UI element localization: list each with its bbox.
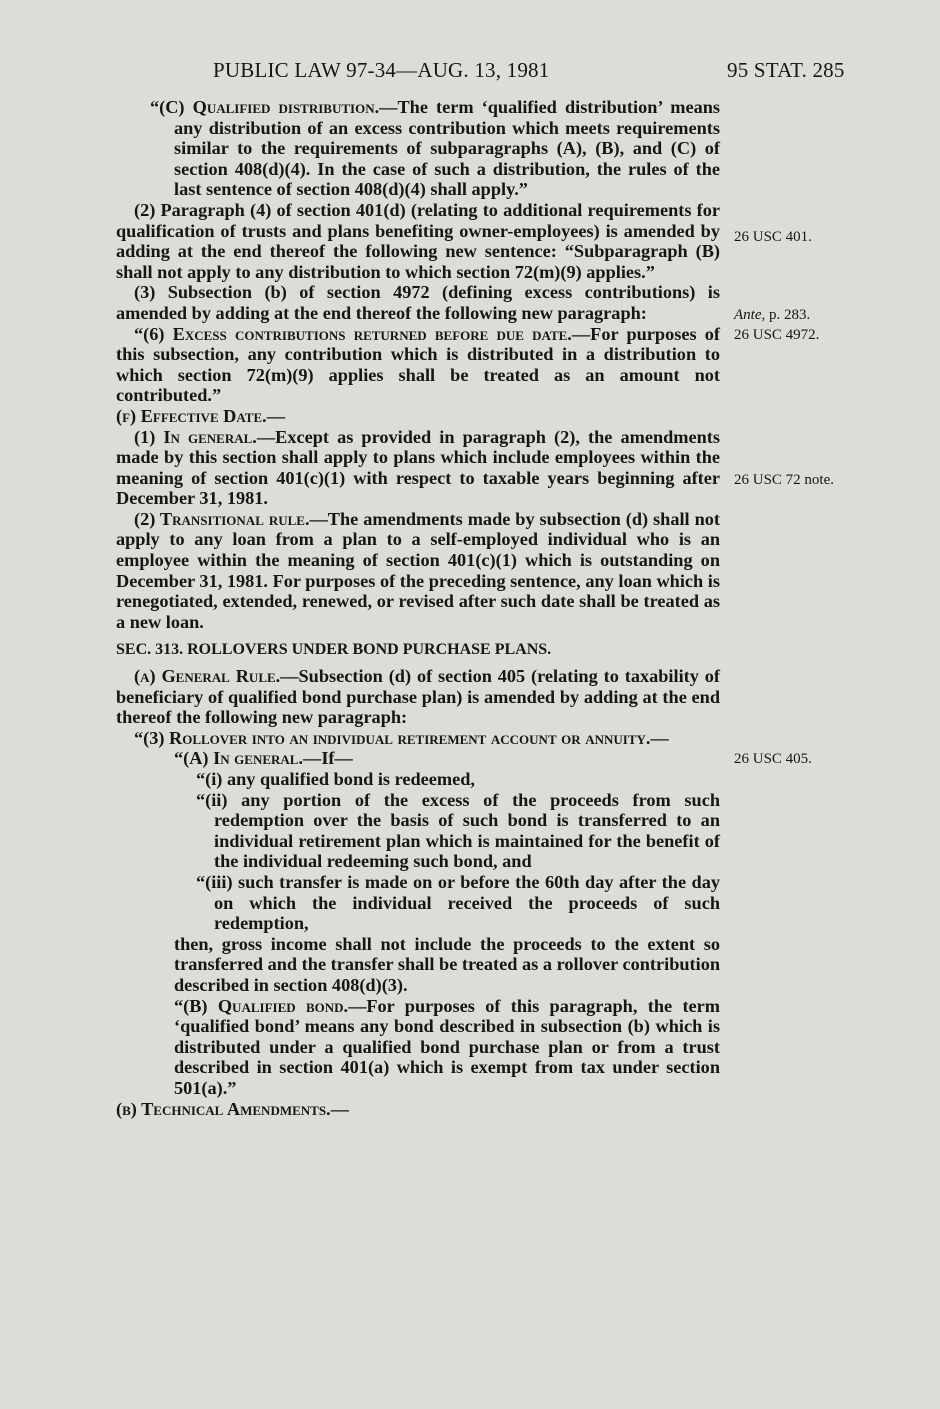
para-heading: “(A) In general.—	[174, 748, 322, 769]
section-313-title: SEC. 313. ROLLOVERS UNDER BOND PURCHASE PLANS.	[116, 641, 552, 659]
para-heading: “(C) Qualified distribution.—	[150, 97, 398, 117]
margin-note-26-usc-4972: 26 USC 4972.	[734, 327, 820, 343]
margin-note-ante: Ante, p. 283.	[734, 307, 811, 323]
para-f-effective-date	[116, 406, 720, 427]
para-3-subsection-b: (3) Subsection (b) of section 4972 (defining excess contributions) is amended by adding at the end thereof the following new paragraph:	[116, 282, 720, 323]
para-heading: “(6) Excess contributions returned before due date.—	[134, 323, 591, 344]
para-a-in-general: “(A) In general.—If—	[174, 748, 353, 769]
running-header-title: PUBLIC LAW 97-34—AUG. 13, 1981	[213, 58, 550, 82]
para-heading: (b) Technical Amendments.—	[116, 1098, 349, 1119]
margin-note-26-usc-405: 26 USC 405.	[734, 751, 812, 767]
para-2-transitional-rule: (2) Transitional rule.—The amendments made by subsection (d) shall not apply to any loan from a plan to a self-employed individual who is an employee within the meaning of section 401(c)(1) which is outstanding on December 31, 1981. For purposes of the preceding sentence, any loan which is renegotiated, extended, renewed, or revised after such date shall be treated as a new loan.	[116, 508, 720, 632]
para-heading: “(B) Qualified bond.—	[174, 995, 367, 1016]
para-b-technical-amendments	[116, 1099, 720, 1120]
para-3-rollover	[116, 728, 720, 749]
para-heading: (f) Effective Date.—	[116, 405, 285, 426]
para-heading: (2) Transitional rule.—	[134, 508, 328, 529]
para-then-gross-income: then, gross income shall not include the proceeds to the extent so transferred and the transfer shall be treated as a rollover contribution described in section 408(d)(3).	[174, 933, 720, 995]
running-header-stat: 95 STAT. 285	[727, 58, 845, 82]
clause-ii: “(ii) any portion of the excess of the proceeds from such redemption over the basis of such bond is transferred to an individual retirement plan which is maintained for the benefit of the individual redeeming such bond, and	[196, 789, 720, 872]
para-heading: (a) General Rule.—	[134, 666, 299, 687]
para-a-general-rule: (a) General Rule.—Subsection (d) of section 405 (relating to taxability of beneficiary of qualified bond purchase plan) is amended by adding at the end thereof the following new paragraph:	[116, 666, 720, 728]
para-heading: “(3) Rollover into an individual retirement account or annuity.—	[134, 727, 669, 748]
para-c-qualified-distribution: “(C) Qualified distribution.—The term ‘qualified distribution’ means any distribution of an excess contribution which meets requirements similar to the requirements of subparagraphs (A), (B), and (C) of section 408(d)(4). In the case of such a distribution, the rules of the last sentence of section 408(d)(4) shall apply.”	[150, 97, 720, 200]
clause-i: “(i) any qualified bond is redeemed,	[196, 769, 475, 789]
para-heading: (1) In general.—	[134, 426, 276, 447]
margin-note-26-usc-401: 26 USC 401.	[734, 229, 812, 245]
para-6-excess-contributions: “(6) Excess contributions returned before due date.—For purposes of this subsection, any contribution which is distributed in a distribution to which section 72(m)(9) applies shall be treated as an amount not contributed.”	[116, 323, 720, 406]
para-1-in-general: (1) In general.—Except as provided in paragraph (2), the amendments made by this section shall apply to plans which include employees within the meaning of section 401(c)(1) with respect to taxable years beginning after December 31, 1981.	[116, 426, 720, 509]
para-b-qualified-bond: “(B) Qualified bond.—For purposes of this paragraph, the term ‘qualified bond’ means any bond described in subsection (b) which is distributed under a qualified bond purchase plan or from a trust described in section 401(a) which is exempt from tax under section 501(a).”	[174, 995, 720, 1098]
body-text	[116, 97, 720, 1119]
clause-iii: “(iii) such transfer is made on or before the 60th day after the day on which the individual received the proceeds of such redemption,	[196, 871, 720, 934]
para-2-paragraph-4: (2) Paragraph (4) of section 401(d) (relating to additional requirements for qualification of trusts and plans benefiting owner-employees) is amended by adding at the end thereof the following new sentence: “Subparagraph (B) shall not apply to any distribution to which section 72(m)(9) applies.”	[116, 199, 720, 282]
margin-note-26-usc-72-note: 26 USC 72 note.	[734, 472, 835, 488]
